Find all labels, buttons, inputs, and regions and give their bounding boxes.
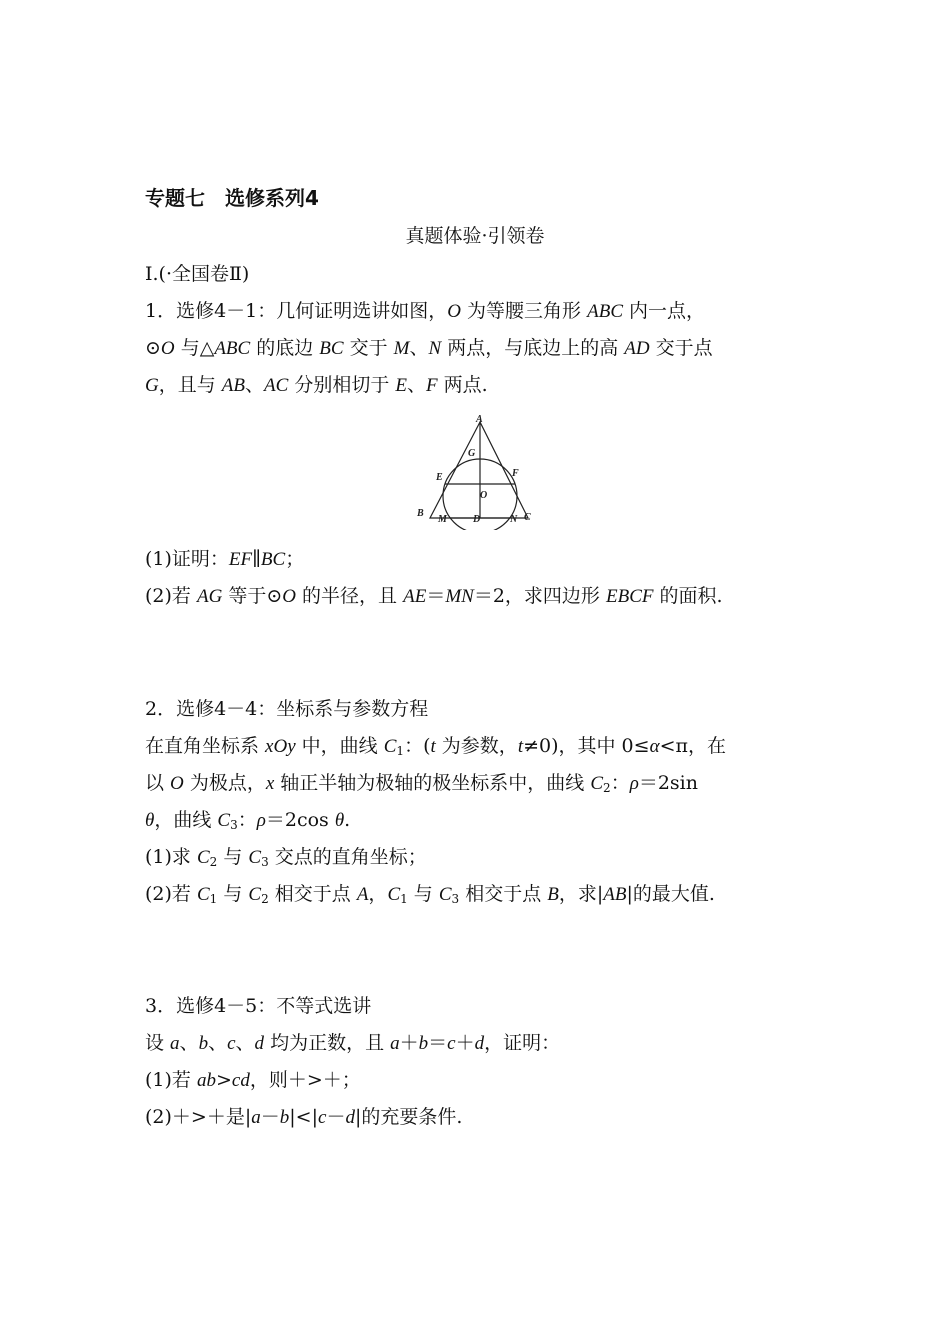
q1-line1: 1．选修4－1：几何证明选讲如图，O 为等腰三角形 ABC 内一点， [145, 300, 706, 322]
q1-line2: ⊙O 与△ABC 的底边 BC 交于 M、N 两点，与底边上的高 AD 交于点 [145, 337, 713, 359]
fig-label-e: E [436, 472, 443, 483]
q3-part1: (1)若 ab>cd，则＋>＋； [145, 1069, 361, 1091]
page-title: 专题七 选修系列4 [145, 186, 319, 210]
q2-line1: 在直角坐标系 xOy 中，曲线 $C_1$：(t 为参数，t≠0)，其中 0≤α<π，在 [145, 735, 726, 758]
section-subtitle: 真题体验·引领卷 [405, 225, 545, 247]
q2-part2: (2)若 $C_1$ 与 $C_2$ 相交于点 A，$C_1$ 与 $C_3$ 相交于点 B，求|AB|的最大值. [145, 883, 715, 906]
q1-part1: (1)证明：EF∥BC； [145, 548, 305, 570]
fig-label-a: A [476, 414, 483, 425]
fig-label-g: G [468, 448, 476, 459]
q1-head: 1．选修4－1：几何证明选讲如图， [145, 300, 448, 322]
q3-head: 3．选修4－5：不等式选讲 [145, 995, 372, 1017]
q2-head: 2．选修4－4：坐标系与参数方程 [145, 698, 429, 720]
exam-label: Ⅰ.(·全国卷Ⅱ) [145, 263, 250, 285]
q3-line1: 设 a、b、c、d 均为正数，且 a＋b＝c＋d，证明： [145, 1032, 561, 1054]
fig-label-d: D [473, 514, 481, 525]
q2-line3: θ，曲线 $C_3$：ρ＝2cos θ. [145, 809, 351, 832]
q2-part1: (1)求 $C_2$ 与 $C_3$ 交点的直角坐标； [145, 846, 427, 869]
fig-label-o: O [480, 490, 488, 501]
q2-line2: 以 O 为极点，x 轴正半轴为极轴的极坐标系中，曲线 $C_2$：ρ＝2sin [145, 772, 698, 795]
q1-part2: (2)若 AG 等于⊙O 的半径，且 AE＝MN＝2，求四边形 EBCF 的面积. [145, 585, 723, 607]
fig-label-c: C [524, 512, 531, 523]
fig-label-b: B [417, 508, 424, 519]
fig-label-m: M [438, 514, 447, 525]
fig-label-f: F [512, 468, 519, 479]
q1-line3: G，且与 AB、AC 分别相切于 E、F 两点. [145, 374, 488, 396]
fig-label-n: N [510, 514, 518, 525]
q3-part2: (2)＋>＋是|a－b|<|c－d|的充要条件. [145, 1106, 463, 1128]
geometry-figure [410, 410, 540, 530]
